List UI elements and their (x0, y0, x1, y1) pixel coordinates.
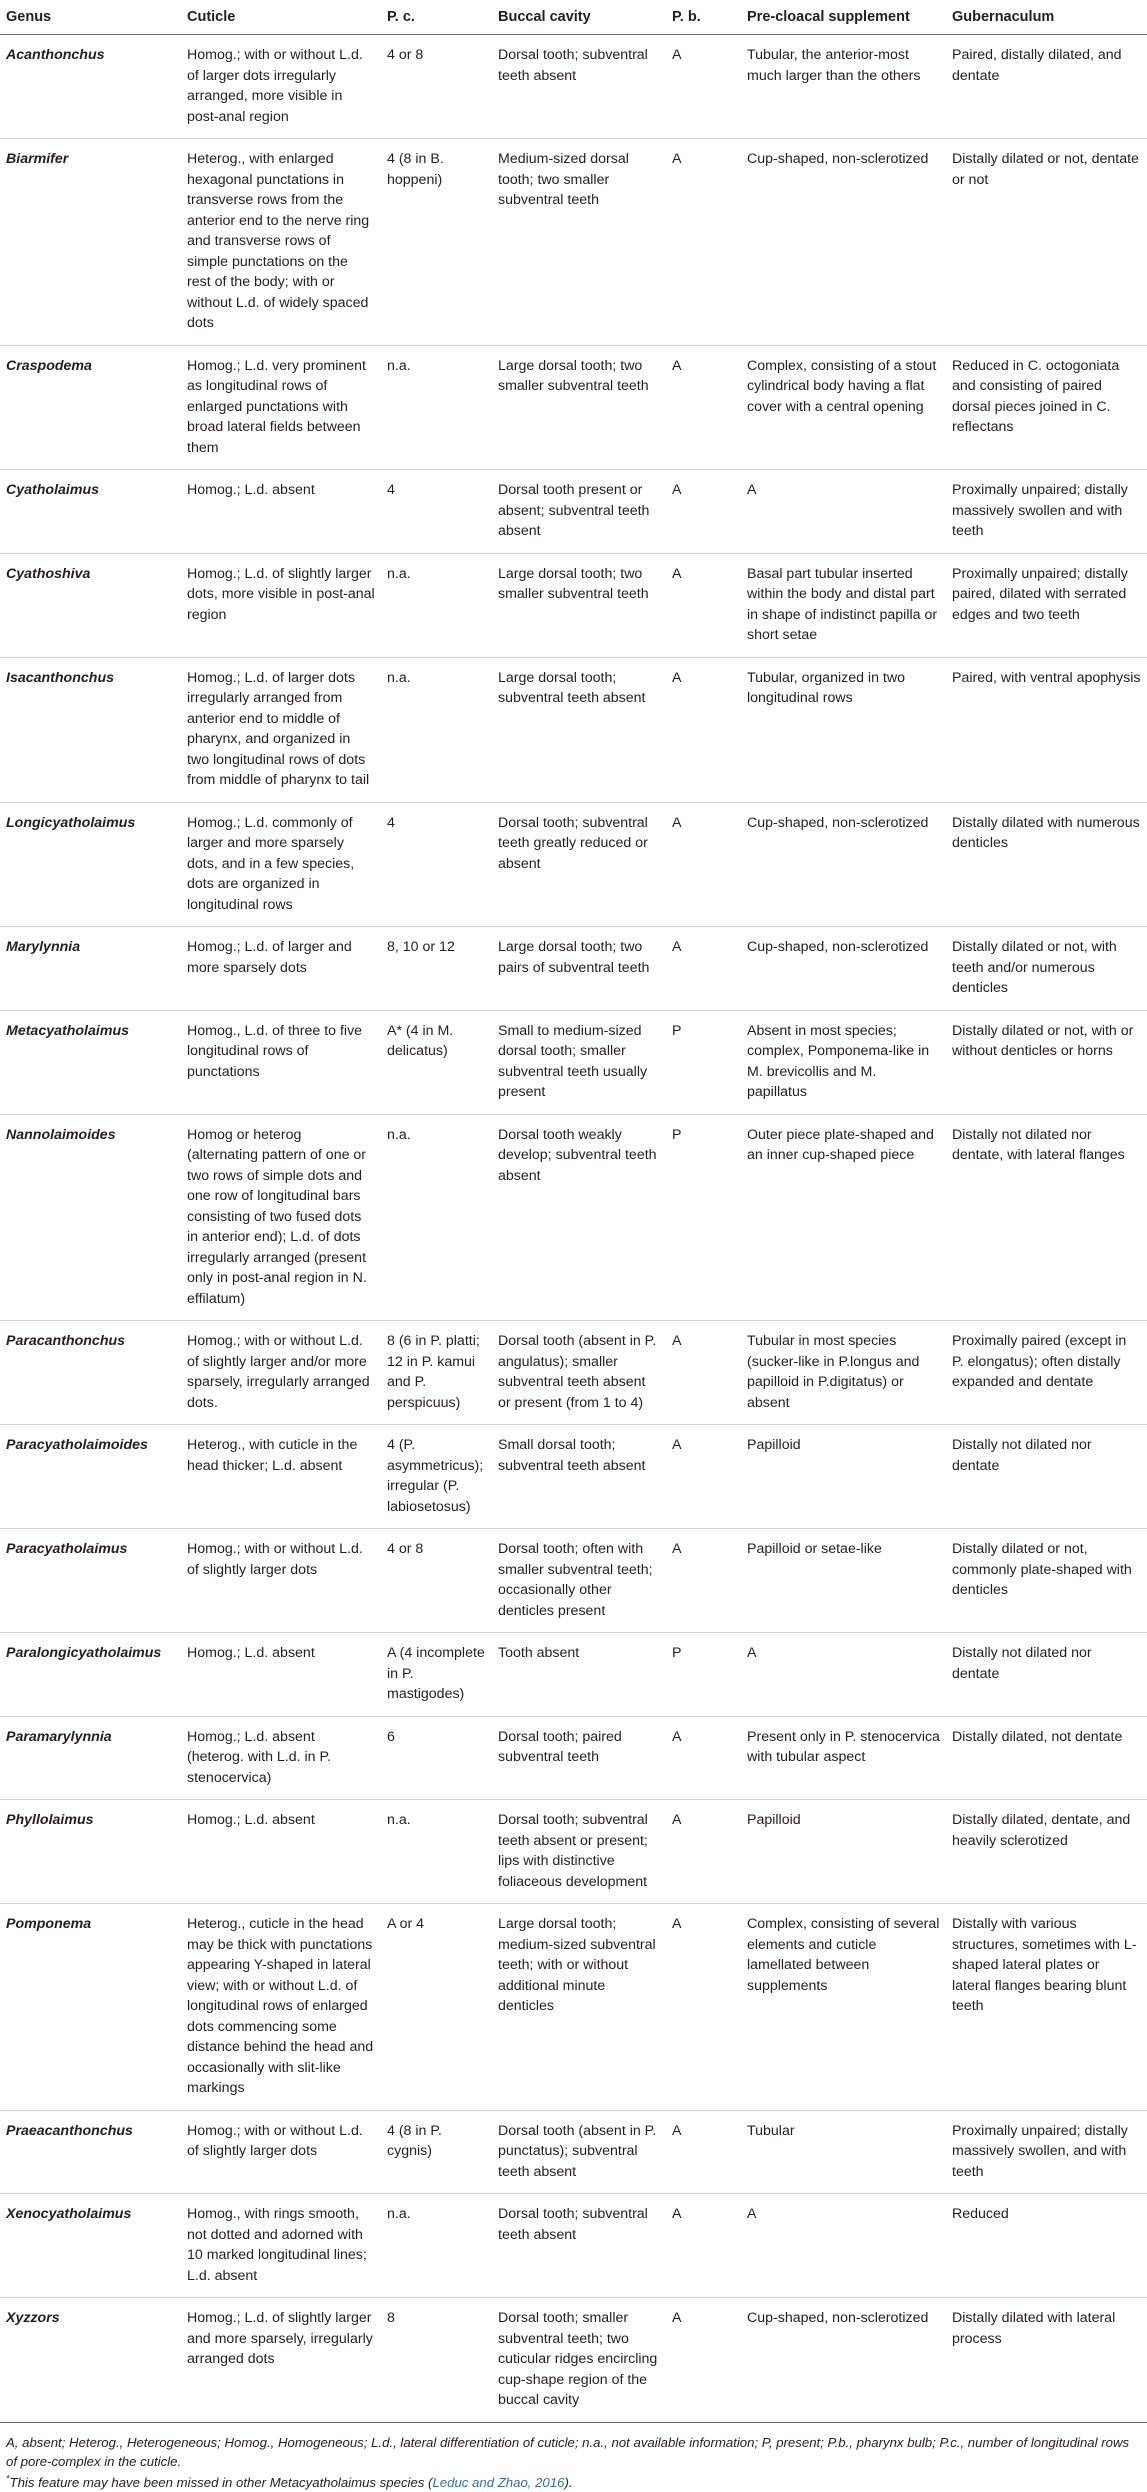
cell-genus: Craspodema (0, 345, 181, 470)
cell-genus: Longicyatholaimus (0, 802, 181, 927)
cell-pore-complex: 6 (381, 1716, 492, 1800)
cell-cuticle: Homog.; with or without L.d. of slightly larger and/or more sparsely, irregularly arranged dots. (181, 1321, 381, 1425)
cell-cuticle: Homog., with rings smooth, not dotted and adorned with 10 marked longitudinal lines; L.d. absent (181, 2194, 381, 2298)
cell-genus: Paramarylynnia (0, 1716, 181, 1800)
cell-pre-cloacal-supplement: Papilloid or setae-like (741, 1529, 946, 1633)
cell-cuticle: Homog.; L.d. of slightly larger and more sparsely, irregularly arranged dots (181, 2298, 381, 2423)
cell-buccal-cavity: Large dorsal tooth; two pairs of subventral teeth (492, 927, 666, 1011)
cell-pre-cloacal-supplement: Papilloid (741, 1800, 946, 1904)
cell-pharynx-bulb: A (666, 2194, 741, 2298)
table-row (0, 1425, 1147, 1529)
abbreviations-note: A, absent; Heterog., Heterogeneous; Homog., Homogeneous; L.d., lateral differentiation of cuticle; n.a., not available information; P, present; P.b., pharynx bulb; P.c., number of longitudinal rows of pore-complex in the cuticle. (6, 2434, 1130, 2469)
cell-cuticle: Homog.; L.d. of larger dots irregularly arranged from anterior end to middle of pharynx, and organized in two longitudinal rows of dots from middle of pharynx to tail (181, 657, 381, 802)
cell-buccal-cavity: Large dorsal tooth; subventral teeth absent (492, 657, 666, 802)
cell-genus: Acanthonchus (0, 35, 181, 139)
cell-pre-cloacal-supplement: Cup-shaped, non-sclerotized (741, 2298, 946, 2423)
cell-pre-cloacal-supplement: Basal part tubular inserted within the body and distal part in shape of indistinct papilla or short setae (741, 553, 946, 657)
cell-pharynx-bulb: P (666, 1633, 741, 1717)
cell-genus: Paralongicyatholaimus (0, 1633, 181, 1717)
cell-pharynx-bulb: A (666, 139, 741, 346)
cell-gubernaculum: Distally dilated or not, with or without denticles or horns (946, 1010, 1147, 1114)
cell-gubernaculum: Distally not dilated nor dentate, with lateral flanges (946, 1114, 1147, 1321)
cell-pore-complex: 4 (8 in B. hoppeni) (381, 139, 492, 346)
cell-pore-complex: n.a. (381, 345, 492, 470)
cell-pore-complex: 4 (381, 802, 492, 927)
cell-buccal-cavity: Large dorsal tooth; two smaller subventral teeth (492, 345, 666, 470)
cell-cuticle: Homog or heterog (alternating pattern of one or two rows of simple dots and one row of longitudinal bars consisting of two fused dots in anterior end); L.d. of dots irregularly arranged (present only in post-anal region in N. effilatum) (181, 1114, 381, 1321)
cell-cuticle: Homog.; L.d. absent (181, 1633, 381, 1717)
cell-gubernaculum: Reduced (946, 2194, 1147, 2298)
cell-pharynx-bulb: A (666, 2110, 741, 2194)
cell-buccal-cavity: Tooth absent (492, 1633, 666, 1717)
cell-pore-complex: 4 (8 in P. cygnis) (381, 2110, 492, 2194)
cell-gubernaculum: Distally dilated, not dentate (946, 1716, 1147, 1800)
table-row (0, 802, 1147, 927)
cell-buccal-cavity: Dorsal tooth; subventral teeth greatly reduced or absent (492, 802, 666, 927)
cell-pre-cloacal-supplement: Tubular, the anterior-most much larger than the others (741, 35, 946, 139)
cell-gubernaculum: Proximally unpaired; distally paired, dilated with serrated edges and two teeth (946, 553, 1147, 657)
table-row (0, 553, 1147, 657)
cell-pre-cloacal-supplement: A (741, 1633, 946, 1717)
cell-gubernaculum: Distally not dilated nor dentate (946, 1633, 1147, 1717)
cell-gubernaculum: Proximally paired (except in P. elongatus); often distally expanded and dentate (946, 1321, 1147, 1425)
cell-pre-cloacal-supplement: A (741, 470, 946, 554)
cell-pre-cloacal-supplement: Tubular (741, 2110, 946, 2194)
cell-gubernaculum: Distally with various structures, sometimes with L-shaped lateral plates or lateral flanges bearing blunt teeth (946, 1904, 1147, 2111)
column-header-pre-cloacal-supplement: Pre-cloacal supplement (741, 0, 946, 35)
cell-pharynx-bulb: P (666, 1114, 741, 1321)
cell-pre-cloacal-supplement: Tubular in most species (sucker-like in P.longus and papilloid in P.digitatus) or absent (741, 1321, 946, 1425)
cell-pre-cloacal-supplement: Papilloid (741, 1425, 946, 1529)
cell-genus: Cyatholaimus (0, 470, 181, 554)
cell-cuticle: Heterog., with enlarged hexagonal punctations in transverse rows from the anterior end to the nerve ring and transverse rows of simple punctations on the rest of the body; with or without L.d. of widely spaced dots (181, 139, 381, 346)
table-row (0, 1633, 1147, 1717)
cell-pre-cloacal-supplement: Complex, consisting of several elements and cuticle lamellated between supplements (741, 1904, 946, 2111)
cell-genus: Marylynnia (0, 927, 181, 1011)
table-row (0, 927, 1147, 1011)
cell-buccal-cavity: Dorsal tooth present or absent; subventral teeth absent (492, 470, 666, 554)
cell-buccal-cavity: Dorsal tooth; subventral teeth absent or present; lips with distinctive foliaceous development (492, 1800, 666, 1904)
asterisk-note-end: ). (564, 2474, 573, 2490)
cell-buccal-cavity: Dorsal tooth; smaller subventral teeth; two cuticular ridges encircling cup-shape region of the buccal cavity (492, 2298, 666, 2423)
cell-buccal-cavity: Dorsal tooth weakly develop; subventral teeth absent (492, 1114, 666, 1321)
cell-genus: Phyllolaimus (0, 1800, 181, 1904)
cell-pharynx-bulb: A (666, 345, 741, 470)
table-row (0, 2194, 1147, 2298)
cell-genus: Cyathoshiva (0, 553, 181, 657)
cell-genus: Paracyatholaimus (0, 1529, 181, 1633)
asterisk-mark: * (6, 2473, 10, 2484)
cell-pre-cloacal-supplement: A (741, 2194, 946, 2298)
table-row (0, 1716, 1147, 1800)
cell-genus: Paracanthonchus (0, 1321, 181, 1425)
cell-pharynx-bulb: A (666, 1716, 741, 1800)
cell-gubernaculum: Distally not dilated nor dentate (946, 1425, 1147, 1529)
cell-buccal-cavity: Small to medium-sized dorsal tooth; smaller subventral teeth usually present (492, 1010, 666, 1114)
table-header (0, 0, 1147, 35)
cell-pore-complex: A* (4 in M. delicatus) (381, 1010, 492, 1114)
cell-pharynx-bulb: A (666, 927, 741, 1011)
cell-pore-complex: 4 or 8 (381, 35, 492, 139)
cell-pharynx-bulb: A (666, 657, 741, 802)
column-header-genus: Genus (0, 0, 181, 35)
header-row (0, 0, 1147, 35)
cell-genus: Isacanthonchus (0, 657, 181, 802)
cell-pre-cloacal-supplement: Cup-shaped, non-sclerotized (741, 802, 946, 927)
cell-gubernaculum: Distally dilated with numerous denticles (946, 802, 1147, 927)
cell-cuticle: Homog.; with or without L.d. of larger dots irregularly arranged, more visible in post-anal region (181, 35, 381, 139)
table-body (0, 35, 1147, 2423)
cell-pore-complex: n.a. (381, 2194, 492, 2298)
table-row (0, 657, 1147, 802)
cell-pre-cloacal-supplement: Cup-shaped, non-sclerotized (741, 927, 946, 1011)
cell-pore-complex: 8 (6 in P. platti; 12 in P. kamui and P. perspicuus) (381, 1321, 492, 1425)
table-row (0, 2298, 1147, 2423)
asterisk-note (6, 2473, 1141, 2492)
cell-genus: Metacyatholaimus (0, 1010, 181, 1114)
column-header-pharynx-bulb: P. b. (666, 0, 741, 35)
cell-cuticle: Homog.; L.d. of larger and more sparsely dots (181, 927, 381, 1011)
cell-gubernaculum: Distally dilated, dentate, and heavily sclerotized (946, 1800, 1147, 1904)
cell-gubernaculum: Distally dilated or not, commonly plate-shaped with denticles (946, 1529, 1147, 1633)
cell-gubernaculum: Reduced in C. octogoniata and consisting of paired dorsal pieces joined in C. reflectans (946, 345, 1147, 470)
cell-cuticle: Homog., L.d. of three to five longitudinal rows of punctations (181, 1010, 381, 1114)
cell-pore-complex: A (4 incomplete in P. mastigodes) (381, 1633, 492, 1717)
cell-buccal-cavity: Large dorsal tooth; medium-sized subventral teeth; with or without additional minute denticles (492, 1904, 666, 2111)
cell-buccal-cavity: Dorsal tooth; often with smaller subventral teeth; occasionally other denticles present (492, 1529, 666, 1633)
cell-buccal-cavity: Large dorsal tooth; two smaller subventral teeth (492, 553, 666, 657)
cell-cuticle: Homog.; L.d. very prominent as longitudinal rows of enlarged punctations with broad lateral fields between them (181, 345, 381, 470)
cell-pore-complex: 8 (381, 2298, 492, 2423)
cell-cuticle: Heterog., cuticle in the head may be thick with punctations appearing Y-shaped in lateral view; with or without L.d. of longitudinal rows of enlarged dots commencing some distance behind the head and occasionally with slit-like markings (181, 1904, 381, 2111)
table-row (0, 35, 1147, 139)
asterisk-note-text: This feature may have been missed in other Metacyatholaimus species ( (9, 2474, 433, 2490)
table-row (0, 1010, 1147, 1114)
cell-pore-complex: n.a. (381, 657, 492, 802)
table-row (0, 1529, 1147, 1633)
cell-gubernaculum: Distally dilated or not, with teeth and/or numerous denticles (946, 927, 1147, 1011)
cell-buccal-cavity: Small dorsal tooth; subventral teeth absent (492, 1425, 666, 1529)
table-row (0, 1800, 1147, 1904)
cell-genus: Pomponema (0, 1904, 181, 2111)
column-header-gubernaculum: Gubernaculum (946, 0, 1147, 35)
cell-pharynx-bulb: A (666, 2298, 741, 2423)
table-row (0, 470, 1147, 554)
cell-pharynx-bulb: A (666, 35, 741, 139)
cell-cuticle: Homog.; with or without L.d. of slightly larger dots (181, 2110, 381, 2194)
cell-pre-cloacal-supplement: Complex, consisting of a stout cylindrical body having a flat cover with a central opening (741, 345, 946, 470)
cell-pharynx-bulb: A (666, 1425, 741, 1529)
cell-gubernaculum: Distally dilated with lateral process (946, 2298, 1147, 2423)
cell-genus: Xenocyatholaimus (0, 2194, 181, 2298)
cell-cuticle: Homog.; with or without L.d. of slightly larger dots (181, 1529, 381, 1633)
cell-pre-cloacal-supplement: Tubular, organized in two longitudinal rows (741, 657, 946, 802)
cell-cuticle: Homog.; L.d. absent (181, 470, 381, 554)
cell-genus: Nannolaimoides (0, 1114, 181, 1321)
cell-pharynx-bulb: A (666, 1904, 741, 2111)
cell-pore-complex: 4 or 8 (381, 1529, 492, 1633)
cell-genus: Praeacanthonchus (0, 2110, 181, 2194)
cell-buccal-cavity: Dorsal tooth; subventral teeth absent (492, 35, 666, 139)
cell-pharynx-bulb: A (666, 1321, 741, 1425)
cell-pore-complex: n.a. (381, 1114, 492, 1321)
citation-link[interactable]: Leduc and Zhao, 2016 (432, 2474, 565, 2490)
cell-pharynx-bulb: P (666, 1010, 741, 1114)
cell-cuticle: Homog.; L.d. of slightly larger dots, more visible in post-anal region (181, 553, 381, 657)
cell-pharynx-bulb: A (666, 1800, 741, 1904)
cell-genus: Xyzzors (0, 2298, 181, 2423)
cell-pre-cloacal-supplement: Present only in P. stenocervica with tubular aspect (741, 1716, 946, 1800)
table-row (0, 345, 1147, 470)
table-row (0, 2110, 1147, 2194)
table-footnote (0, 2423, 1147, 2492)
cell-gubernaculum: Distally dilated or not, dentate or not (946, 139, 1147, 346)
cell-genus: Biarmifer (0, 139, 181, 346)
column-header-buccal-cavity: Buccal cavity (492, 0, 666, 35)
column-header-pore-complex: P. c. (381, 0, 492, 35)
cell-genus: Paracyatholaimoides (0, 1425, 181, 1529)
cell-pharynx-bulb: A (666, 1529, 741, 1633)
cell-pre-cloacal-supplement: Absent in most species; complex, Pomponema-like in M. brevicollis and M. papillatus (741, 1010, 946, 1114)
table-row (0, 1114, 1147, 1321)
cell-gubernaculum: Proximally unpaired; distally massively swollen, and with teeth (946, 2110, 1147, 2194)
cell-pre-cloacal-supplement: Cup-shaped, non-sclerotized (741, 139, 946, 346)
cell-pharynx-bulb: A (666, 470, 741, 554)
cell-pore-complex: A or 4 (381, 1904, 492, 2111)
cell-buccal-cavity: Medium-sized dorsal tooth; two smaller subventral teeth (492, 139, 666, 346)
cell-buccal-cavity: Dorsal tooth (absent in P. punctatus); subventral teeth absent (492, 2110, 666, 2194)
table-row (0, 1904, 1147, 2111)
cell-cuticle: Homog.; L.d. absent (heterog. with L.d. in P. stenocervica) (181, 1716, 381, 1800)
cell-cuticle: Homog.; L.d. absent (181, 1800, 381, 1904)
cell-pharynx-bulb: A (666, 802, 741, 927)
cell-buccal-cavity: Dorsal tooth (absent in P. angulatus); smaller subventral teeth absent or present (from 1 to 4) (492, 1321, 666, 1425)
cell-cuticle: Heterog., with cuticle in the head thicker; L.d. absent (181, 1425, 381, 1529)
cell-cuticle: Homog.; L.d. commonly of larger and more sparsely dots, and in a few species, dots are organized in longitudinal rows (181, 802, 381, 927)
cell-buccal-cavity: Dorsal tooth; subventral teeth absent (492, 2194, 666, 2298)
table-row (0, 139, 1147, 346)
cell-pore-complex: 4 (381, 470, 492, 554)
column-header-cuticle: Cuticle (181, 0, 381, 35)
cell-pore-complex: n.a. (381, 1800, 492, 1904)
cell-pre-cloacal-supplement: Outer piece plate-shaped and an inner cup-shaped piece (741, 1114, 946, 1321)
cell-gubernaculum: Proximally unpaired; distally massively swollen and with teeth (946, 470, 1147, 554)
cell-pore-complex: 4 (P. asymmetricus); irregular (P. labiosetosus) (381, 1425, 492, 1529)
cell-buccal-cavity: Dorsal tooth; paired subventral teeth (492, 1716, 666, 1800)
table-row (0, 1321, 1147, 1425)
cell-gubernaculum: Paired, with ventral apophysis (946, 657, 1147, 802)
cell-pore-complex: 8, 10 or 12 (381, 927, 492, 1011)
cell-pore-complex: n.a. (381, 553, 492, 657)
cell-pharynx-bulb: A (666, 553, 741, 657)
cell-gubernaculum: Paired, distally dilated, and dentate (946, 35, 1147, 139)
